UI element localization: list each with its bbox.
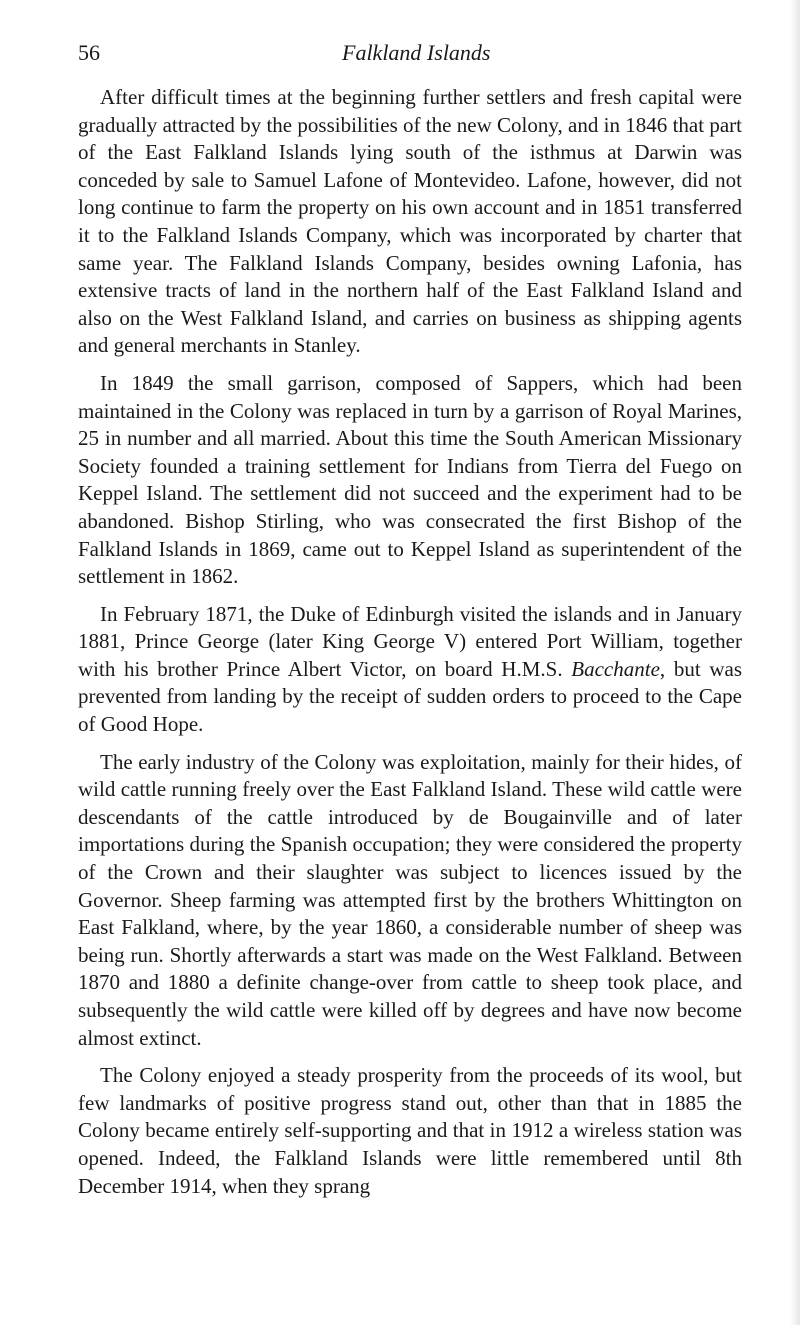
ship-name: Bacchante [571, 656, 660, 681]
body-text [78, 84, 742, 1200]
paragraph-early-industry: The early industry of the Colony was exploitation, mainly for their hides, of wild cattle running freely over the East Falkland Island. These wild cattle were descendants of the cattle introduced by de Bougainville and of later importations during the Spanish occupation; they were considered the property of the Crown and their slaughter was subject to licences issued by the Governor. Sheep farming was attempted first by the brothers Whittington on East Falkland, where, by the year 1860, a considerable number of sheep was being run. Shortly afterwards a start was made on the West Falkland. Between 1870 and 1880 a definite change-over from cattle to sheep took place, and subsequently the wild cattle were killed off by degrees and have now become almost extinct. [78, 749, 742, 1050]
page-number: 56 [78, 40, 100, 65]
paragraph-prosperity: The Colony enjoyed a steady prosperity from the proceeds of its wool, but few landmarks of positive progress stand out, other than that in 1885 the Colony became entirely self-supporting and that in 1912 a wireless station was opened. Indeed, the Falkland Islands were little remembered until 8th December 1914, when they sprang [78, 1063, 742, 1198]
paragraph-royal-visits [78, 601, 742, 739]
running-head [0, 38, 800, 70]
page-edge-shadow [790, 0, 800, 1325]
paragraph-garrison: In 1849 the small garrison, composed of Sappers, which had been maintained in the Colony was replaced in turn by a garrison of Royal Marines, 25 in number and all married. About this time the South American Missionary Society founded a training settlement for Indians from Tierra del Fuego on Keppel Island. The settlement did not succeed and the experiment had to be abandoned. Bishop Stirling, who was consecrated the first Bishop of the Falkland Islands in 1869, came out to Keppel Island as superintendent of the settlement in 1862. [78, 370, 742, 589]
paragraph-lafonia: After difficult times at the beginning further settlers and fresh capital were gradually attracted by the possibilities of the new Colony, and in 1846 that part of the East Falkland Islands lying south of the isthmus at Darwin was conceded by sale to Samuel Lafone of Montevideo. Lafone, however, did not long continue to farm the property on his own account and in 1851 transferred it to the Falkland Islands Company, which was incorporated by charter that same year. The Falkland Islands Company, besides owning Lafonia, has extensive tracts of land in the northern half of the East Falkland Island and also on the West Falkland Island, and carries on business as shipping agents and general merchants in Stanley. [78, 85, 742, 358]
paragraph-royal-visits-text-after: , but was prevented from landing by the receipt of sudden orders to proceed to the Cape of Good Hope. [78, 656, 742, 737]
paragraph-royal-visits-text-before: In February 1871, the Duke of Edinburgh visited the islands and in January 1881, Prince George (later King George V) entered Port William, together with his brother Prince Albert Victor, on board H.M.S. [78, 601, 742, 681]
running-title: Falkland Islands [342, 40, 491, 65]
